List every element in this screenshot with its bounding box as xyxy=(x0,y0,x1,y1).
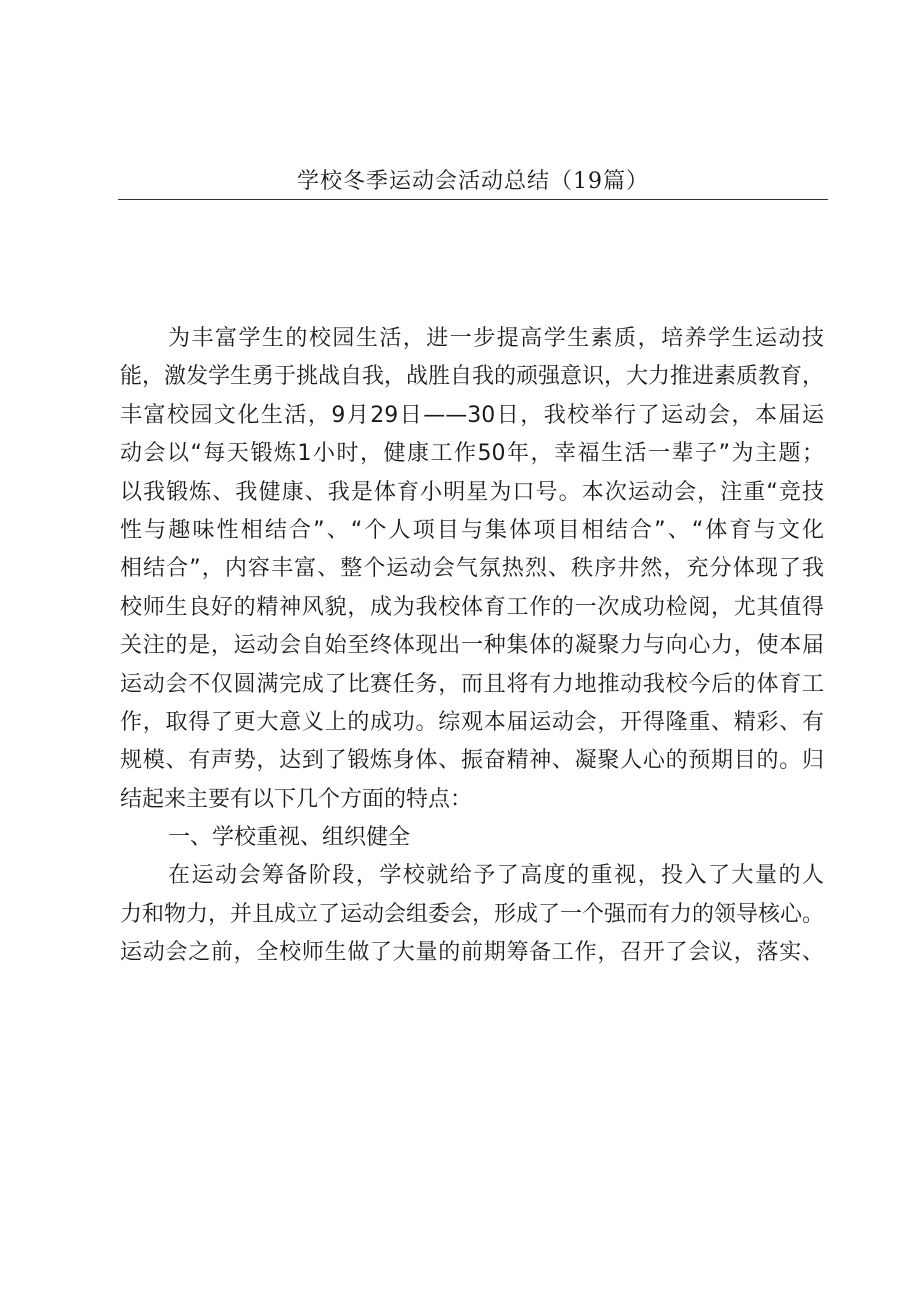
paragraph-line: 规模、有声势，达到了锻炼身体、振奋精神、凝聚人心的预期目的。归 xyxy=(120,748,824,774)
paragraph-line: 运动会不仅圆满完成了比赛任务，而且将有力地推动我校今后的体育工 xyxy=(120,671,824,697)
section-heading: 一、学校重视、组织健全 xyxy=(168,825,411,851)
document-body xyxy=(120,320,824,973)
paragraph-line: 运动会之前，全校师生做了大量的前期筹备工作，召开了会议，落实、 xyxy=(120,940,824,966)
paragraph-line: 结起来主要有以下几个方面的特点： xyxy=(120,786,473,812)
paragraph-line: 以我锻炼、我健康、我是体育小明星为口号。本次运动会，注重“竞技 xyxy=(120,479,824,505)
paragraph-line: 丰富校园文化生活，9月29日——30日，我校举行了运动会，本届运 xyxy=(120,402,824,428)
document-title: 学校冬季运动会活动总结（19篇） xyxy=(297,169,649,194)
paragraph-line: 校师生良好的精神风貌，成为我校体育工作的一次成功检阅，尤其值得 xyxy=(120,594,824,620)
title-underline xyxy=(118,199,828,200)
paragraph-line: 关注的是，运动会自始至终体现出一种集体的凝聚力与向心力，使本届 xyxy=(120,633,824,659)
paragraph-section-one xyxy=(120,857,824,972)
paragraph-line: 动会以“每天锻炼1小时，健康工作50年，幸福生活一辈子”为主题； xyxy=(120,441,824,467)
paragraph-line: 性与趣味性相结合”、“个人项目与集体项目相结合”、“体育与文化 xyxy=(120,517,824,543)
paragraph-line: 力和物力，并且成立了运动会组委会，形成了一个强而有力的领导核心。 xyxy=(120,901,825,927)
paragraph-line: 相结合”，内容丰富、整个运动会气氛热烈、秩序井然，充分体现了我 xyxy=(120,556,824,582)
paragraph-line: 能，激发学生勇于挑战自我，战胜自我的顽强意识，大力推进素质教育， xyxy=(120,364,825,390)
paragraph-intro xyxy=(120,320,824,819)
paragraph-line: 作，取得了更大意义上的成功。综观本届运动会，开得隆重、精彩、有 xyxy=(120,709,824,735)
paragraph-line: 为丰富学生的校园生活，进一步提高学生素质，培养学生运动技 xyxy=(168,326,824,351)
paragraph-line: 在运动会筹备阶段，学校就给予了高度的重视，投入了大量的人 xyxy=(168,863,824,889)
